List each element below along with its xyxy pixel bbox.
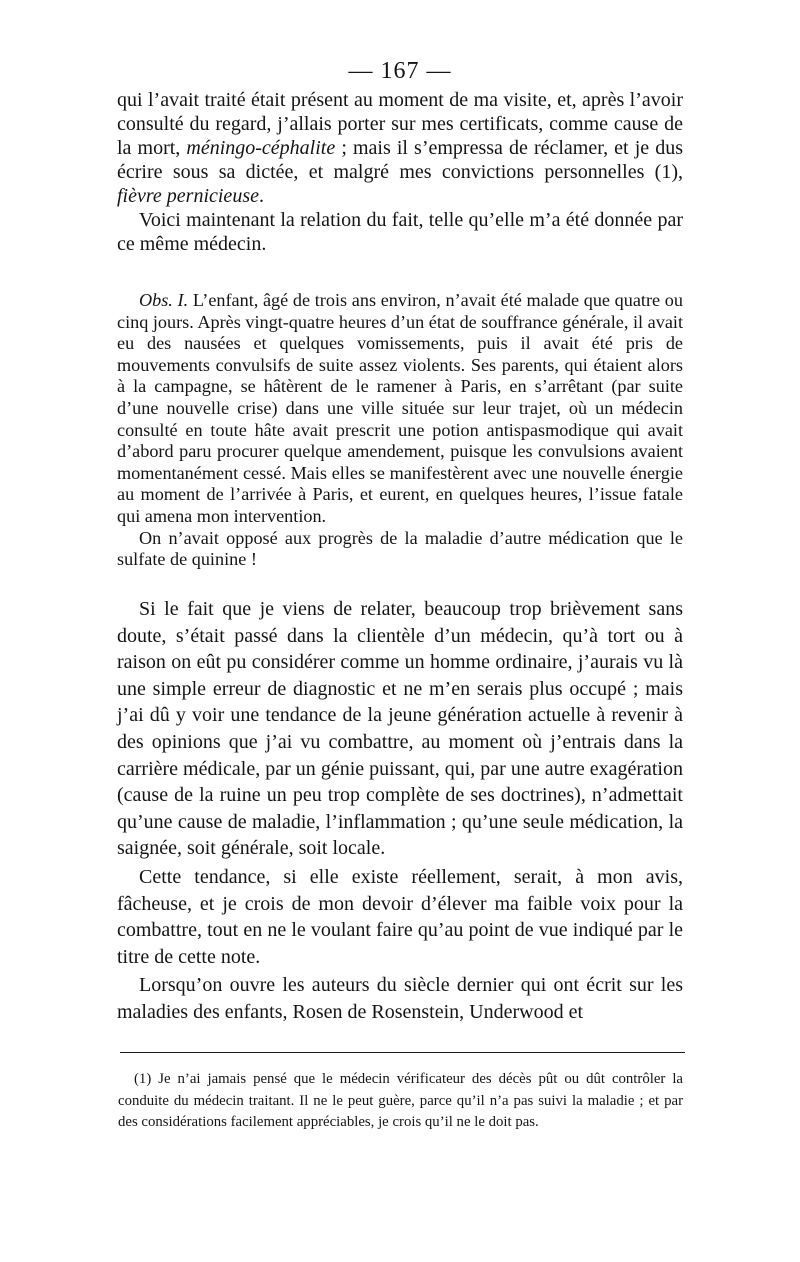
observation-label: Obs. I. (139, 290, 189, 310)
paragraph-4: Cette tendance, si elle existe réellement, serait, à mon avis, fâcheuse, et je crois de mon devoir d’élever ma faible voix pour la combattre, tout en ne le voulant faire qu’au point de vue indiqué par le titre de cette note. (117, 865, 683, 968)
emphasis-fievre-pernicieuse: fièvre pernicieuse (117, 185, 259, 207)
footnote-divider (120, 1052, 685, 1053)
observation-text: L’enfant, âgé de trois ans environ, n’avait été malade que quatre ou cinq jours. Après vingt-quatre heures d’un état de souffrance générale, il avait eu des nausées et quelques vomissements, puis il avait été pris de mouvements convulsifs de suite assez violents. Ses parents, qui étaient alors à la campagne, se hâtèrent de le ramener à Paris, en s’arrêtant (par suite d’une nouvelle crise) dans une ville située sur leur trajet, où un médecin consulté en toute hâte avait prescrit une potion antispasmodique qui avait d’abord paru procurer quelque amendement, puisque les convulsions avaient momentanément cessé. Mais elles se manifestèrent avec une nouvelle énergie au moment de l’arrivée à Paris, et eurent, en quelques heures, l’issue fatale qui amena mon intervention. (117, 290, 683, 526)
footnote (118, 1069, 683, 1134)
footnote-text: Je n’ai jamais pensé que le médecin vérificateur des décès pût ou dût contrôler la conduite du médecin traitant. Il ne le peut guère, parce qu’il n’a pas suivi la maladie ; et par des considérations facilement appréciables, je crois qu’il ne le doit pas. (118, 1071, 683, 1130)
paragraph-1-text-2: ; mais il s’empressa de réclamer, et je dus écrire sous sa dictée, et malgré mes convictions personnelles (117, 137, 683, 183)
paragraph-3: Si le fait que je viens de relater, beaucoup trop brièvement sans doute, s’était passé dans la clientèle d’un médecin, qu’à tort ou à raison on eût pu considérer comme un homme ordinaire, j’aurais vu là une simple erreur de diagnostic et ne m’en serais plus occupé ; mais j’ai dû y voir une tendance de la jeune génération actuelle à revenir à des opinions que j’ai vu combattre, au moment où j’entrais dans la carrière médicale, par un génie puissant, qui, par une autre exagération (cause de la ruine un peu trop complète de ses doctrines), n’admettait qu’une cause de maladie, l’inflammation ; qu’une seule médication, la saignée, soit générale, soit locale. (117, 598, 683, 860)
text-block-intro (117, 88, 683, 256)
page-number: — 167 — (348, 58, 452, 84)
paragraph-1-text-4: . (258, 185, 264, 207)
footnote-marker: (1) (134, 1071, 152, 1087)
paragraph-1 (117, 88, 683, 208)
paragraph-2: Voici maintenant la relation du fait, telle qu’elle m’a été donnée par ce même médecin. (117, 209, 683, 255)
footnote-reference: (1) (654, 161, 678, 183)
observation-paragraph (117, 290, 683, 528)
paragraph-1-text-1: qui l’avait traité était présent au moment de ma visite, et, après l’avoir consulté du regard, j’allais porter sur mes certificats, comme cause de la mort, (117, 89, 683, 159)
text-block-discussion (117, 596, 683, 1026)
emphasis-meningo-cephalite: méningo-céphalite (186, 137, 336, 159)
observation-conclusion: On n’avait opposé aux progrès de la maladie d’autre médication que le sulfate de quinine ! (117, 527, 683, 570)
paragraph-5: Lorsqu’on ouvre les auteurs du siècle dernier qui ont écrit sur les maladies des enfants, Rosen de Rosenstein, Underwood et (117, 974, 683, 1023)
observation-block (117, 290, 683, 571)
paragraph-1-text-3: , (678, 161, 683, 183)
